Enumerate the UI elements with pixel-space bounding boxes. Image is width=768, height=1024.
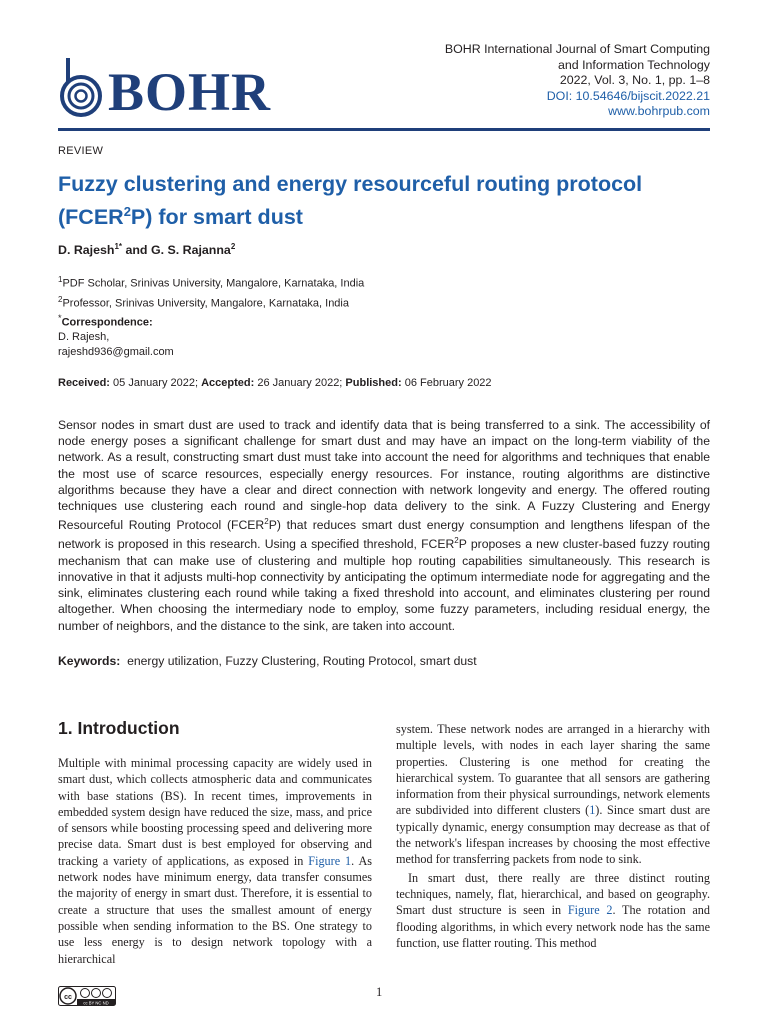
title-line2: (FCER$^2$P) for smart dust: [58, 204, 303, 230]
cc-license-icon: [58, 986, 116, 1006]
journal-name-line1: BOHR International Journal of Smart Computing: [444, 42, 710, 56]
correspondence-label: *Correspondence:: [58, 313, 153, 329]
correspondence: [58, 311, 174, 359]
publication-dates: Received: 05 January 2022; Accepted: 26 January 2022; Published: 06 February 2022: [58, 377, 492, 389]
logo-text: BOHR: [108, 62, 272, 122]
journal-issue: 2022, Vol. 3, No. 1, pp. 1–8: [559, 73, 710, 87]
svg-text:cc: cc: [64, 994, 72, 1001]
author-2-marker: 2: [230, 242, 236, 251]
keywords: [58, 654, 477, 668]
header-divider: [58, 128, 710, 131]
figure-1-link[interactable]: Figure 1: [308, 853, 352, 868]
keywords-label: Keywords:: [58, 654, 121, 668]
author-1-marker: 1*: [114, 242, 123, 251]
body-column-left: Multiple with minimal processing capacity are widely used in smart dust, which collects atmospheric data and communicates with base stations (BS). In recent times, improvements in embedded system design have reduced the size, mass, and price of sensors while boosting processing speed and delivering more precise data. Smart dust is best employed for observing and tracking a variety of applications, as exposed in Figure 1. As network nodes have minimum energy, data transfer consumes the majority of energy in smart dust. Therefore, it is essential to create a structure that uses the smallest amount of energy possible when sending information to the BS. One strategy to use less energy is to design network topology with a hierarchical: [58, 756, 373, 966]
journal-info: [350, 42, 710, 120]
author-1[interactable]: D. Rajesh: [58, 243, 115, 258]
section-heading: 1. Introduction: [58, 718, 180, 738]
doi-link[interactable]: DOI: 10.54646/bijscit.2022.21: [546, 88, 710, 103]
title-line1: Fuzzy clustering and energy resourceful routing protocol: [58, 172, 643, 196]
keywords-list: energy utilization, Fuzzy Clustering, Routing Protocol, smart dust: [127, 654, 477, 668]
paragraph-1: system. These network nodes are arranged in a hierarchy with multiple levels, with nodes in each layer sharing the same properties. Clustering is one method for creating the hierarchical system. To guarantee that all sensors are gathering information from their physical surroundings, network elements are subdivided into different clusters (1). Since smart dust are typically dynamic, energy consumption may decrease as that of the network's lifespan increases by choosing the most effective method for transferring packets from node to sink.: [396, 722, 710, 867]
website-link[interactable]: www.bohrpub.com: [608, 104, 710, 118]
affiliations: [58, 272, 364, 311]
bohr-logo-icon: [58, 56, 108, 122]
body-column-right: [396, 721, 710, 951]
author-list: D. Rajesh$^{1*}$ and G. S. Rajanna$^2$: [58, 242, 236, 258]
correspondence-name: D. Rajesh,: [58, 331, 110, 344]
reference-1-link[interactable]: 1: [589, 803, 596, 818]
figure-2-link[interactable]: Figure 2: [567, 903, 613, 918]
bohr-logo[interactable]: [58, 56, 278, 122]
affiliation-2: $^2$Professor, Srinivas University, Mangalore, Karnataka, India: [58, 294, 349, 310]
article-title: [58, 170, 718, 231]
correspondence-email[interactable]: rajeshd936@gmail.com: [58, 345, 174, 358]
author-2[interactable]: G. S. Rajanna: [150, 243, 231, 258]
page-number: 1: [376, 985, 383, 999]
paragraph-2: In smart dust, there really are three distinct routing techniques, namely, flat, hierarchical, and based on geography. Smart dust structure is seen in Figure 2. The rotation and flooding algorithms, in which every network node has the same function, use flatter routing. This method: [396, 870, 710, 950]
svg-text:cc BY NC ND: cc BY NC ND: [83, 1000, 109, 1006]
affiliation-1: $^1$PDF Scholar, Srinivas University, Mangalore, Karnataka, India: [58, 275, 365, 290]
article-type: REVIEW: [58, 145, 104, 157]
abstract: Sensor nodes in smart dust are used to track and identify data that is being transferred to a sink. The accessibility of node energy poses a significant challenge for smart dust and may have an impact on the long-term viability of the network. As a result, constructing smart dust must take into account the need for algorithms and techniques that enable the most use of scarce resources, especially energy resources. For instance, routing algorithms are distinctive algorithms because they have a clear and direct connection with network longevity and energy. The offered routing techniques use clustering each round and single-hop data delivery to the sink. A Fuzzy Clustering and Energy Resourceful Routing Protocol (FCER$^2$P) that reduces smart dust energy consumption and lengthens lifespan of the network is proposed in this research. Using a specified threshold, FCER$^2$P proposes a new cluster-based fuzzy routing mechanism that can make use of clustering and multiple hop routing capabilities simultaneously. This research is innovative in that it adjusts multi-hop connectivity by anticipating the optimum intermediate node for aggregating and the sink, eliminates clustering each round while taking a fixed threshold into account, and eliminates clustering per round altogether. When choosing the intermediary node to employ, some fuzzy parameters, including residual energy, the number of neighbors, and the distance to the sink, are taken into account.: [58, 418, 710, 633]
cc-license-badge[interactable]: [58, 986, 116, 1006]
journal-name-line2: and Information Technology: [557, 57, 710, 72]
